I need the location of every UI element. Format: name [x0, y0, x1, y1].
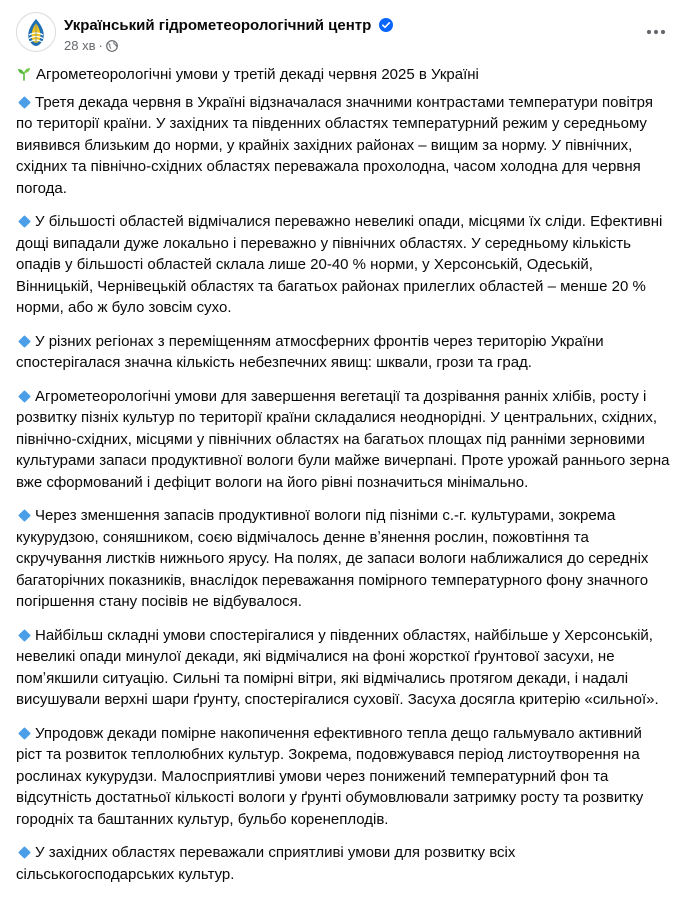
more-options-icon [646, 29, 666, 35]
more-options-button[interactable] [640, 16, 672, 48]
page-name[interactable]: Український гідрометеорологічний центр [64, 17, 372, 34]
paragraph-text: Третя декада червня в Україні відзначалася значними контрастами температури повітря по території країни. У західних та південних областях температурний режим у середньому виявився близьким до норми, у крайніх західних районах – вищим за норму. У північних, східних та північно-східних областях переважала прохолодна, часом холодна для червня погода. [16, 93, 653, 197]
post-body [16, 64, 672, 897]
verified-badge-icon [379, 18, 393, 36]
small-blue-diamond-icon [18, 335, 31, 348]
paragraph-text: У західних областях переважали сприятливі умови для розвитку всіх сільськогосподарських культур. [16, 844, 516, 883]
post-title-line [16, 64, 672, 88]
post-meta [64, 38, 118, 55]
small-blue-diamond-icon [18, 96, 31, 109]
meta-separator: · [98, 38, 103, 53]
globe-icon[interactable] [106, 40, 118, 55]
page-name-link[interactable] [64, 17, 393, 36]
small-blue-diamond-icon [18, 509, 31, 522]
small-blue-diamond-icon [18, 215, 31, 228]
small-blue-diamond-icon [18, 629, 31, 642]
ukrhydromet-logo-icon [17, 13, 55, 51]
post-paragraph [16, 331, 672, 374]
paragraph-text: У різних регіонах з переміщенням атмосферних фронтів через територію України спостерігалася значна кількість небезпечних явищ: шквали, грози та град. [16, 332, 604, 371]
paragraph-text: У більшості областей відмічалися переважно невеликі опади, місцями їх сліди. Ефективні дощі випадали дуже локально і переважно у північних областях. У середньому кількість опадів у більшості областей склала лише 20-40 % норми, у Херсонській, Одеській, Вінницькій, Чернівецькій областях та багатьох районах прилеглих областей – менше 20 % норми, або ж було зовсім сухо. [16, 213, 663, 316]
small-blue-diamond-icon [18, 727, 31, 740]
post-paragraph [16, 92, 672, 200]
page-avatar[interactable] [16, 12, 56, 52]
post-paragraph [16, 211, 672, 319]
post-paragraph [16, 505, 672, 613]
post-paragraph [16, 723, 672, 831]
post-paragraph [16, 386, 672, 494]
post-title: Агрометеорологічні умови у третій декаді червня 2025 в Україні [36, 66, 479, 83]
post-timestamp[interactable]: 28 хв [64, 38, 96, 53]
seedling-icon [16, 65, 32, 88]
small-blue-diamond-icon [18, 846, 31, 859]
paragraph-text: Агрометеорологічні умови для завершення вегетації та дозрівання ранніх хлібів, росту і розвитку пізніх культур по території країни складалися неоднорідні. У центральних, східних, північно-східних, місцями у північних областях на багатьох площах під ранніми зерновими культурами запаси продуктивної вологи були майже вичерпані. Проте урожай раннього зерна вже сформований і дефіцит вологи на його рівні позначиться мінімально. [16, 387, 670, 491]
post-header [16, 12, 672, 58]
post-paragraph [16, 625, 672, 711]
paragraph-text: Через зменшення запасів продуктивної вологи під пізніми с.-г. культурами, зокрема кукурудзою, соняшником, соєю відмічалось денне вʼянення рослин, пожовтіння та скручування листків нижнього ярусу. На полях, де запаси вологи наближалися до середніх багаторічних показників, внаслідок переважання помірного температурного фону значного погіршення стану посівів не відбувалося. [16, 507, 649, 610]
paragraph-text: Найбільш складні умови спостерігалися у південних областях, найбільше у Херсонській, невеликі опади минулої декади, які відмічалися на фоні жорсткої ґрунтової засухи, не помʼякшили ситуацію. Сильні та помірні вітри, які відмічались протягом декади, і надалі висушували верхні шари ґрунту, спостерігалися суховії. Засуха досягла критерію «сильної». [16, 626, 659, 708]
small-blue-diamond-icon [18, 390, 31, 403]
post-paragraph [16, 842, 672, 885]
paragraph-text: Упродовж декади помірне накопичення ефективного тепла дещо гальмувало активний ріст та розвиток теплолюбних культур. Зокрема, подовжувався період листоутворення на рослинах кукурудзи. Малосприятливі умови через понижений температурний фон та відсутність достатньої кількості вологи у ґрунті обумовлювали затримку росту та розвитку городніх та баштанних культур, бульбо коренеплодів. [16, 724, 644, 828]
